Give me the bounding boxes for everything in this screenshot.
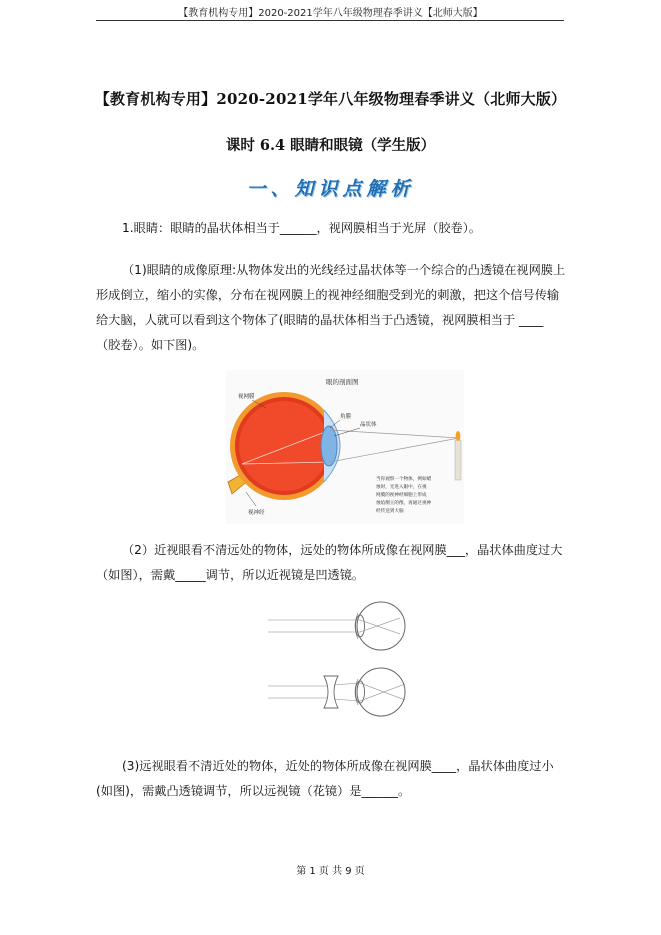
paragraph-hyperopia: (3)远视眼看不清近处的物体，近处的物体所成像在视网膜____，晶状体曲度过小(如图)，需戴凸透镜调节，所以远视镜（花镜）是______。 [96, 759, 554, 798]
eye-caption-line: 当你观察一个物体，例如蜡 [376, 477, 432, 482]
label-optic-nerve: 视神经 [248, 510, 265, 516]
page-header: 【教育机构专用】2020-2021学年八年级物理春季讲义【北师大版】 [178, 8, 483, 19]
section-heading: 一、知识点解析 [246, 178, 415, 200]
label-cornea: 角膜 [340, 414, 352, 420]
page-footer: 第 1 页 共 9 页 [296, 866, 365, 877]
eye-cross-section-figure [226, 370, 464, 524]
document-title: 【教育机构专用】2020-2021学年八年级物理春季讲义（北师大版） [94, 90, 567, 108]
eye-caption-line: 网膜的视神经细胞上形成 [376, 493, 427, 498]
paragraph-myopia: （2）近视眼看不清远处的物体，远处的物体所成像在视网膜___，晶状体曲度过大（如图），需戴_____调节，所以近视镜是凹透镜。 [96, 543, 563, 582]
lesson-subtitle: 课时 6.4 眼睛和眼镜（学生版） [225, 137, 436, 154]
eye-caption-line: 烛焰倒立的像，再通过视神 [376, 501, 432, 506]
paragraph-imaging-principle: （1)眼睛的成像原理:从物体发出的光线经过晶状体等一个综合的凸透镜在视网膜上形成倒立，缩小的实像，分布在视网膜上的视神经细胞受到光的刺激，把这个信号传输给大脑，人就可以看到这个物体了(眼睛的晶状体相当于凸透镜，视网膜相当于 ____（胶卷）。如下图)。 [96, 263, 566, 352]
eye-figure-title: 眼的剖面图 [326, 378, 359, 386]
header-divider [96, 20, 564, 21]
label-retina: 视网膜 [238, 394, 255, 400]
paragraph-eye-intro: 1.眼睛：眼睛的晶状体相当于______，视网膜相当于光屏（胶卷）。 [122, 221, 481, 235]
eye-caption-line: 经传送到大脑 [376, 509, 404, 514]
label-lens: 晶状体 [360, 422, 377, 428]
myopia-diagram [266, 600, 412, 720]
eye-caption-line: 烛时，光进入眼中，在视 [376, 485, 427, 490]
